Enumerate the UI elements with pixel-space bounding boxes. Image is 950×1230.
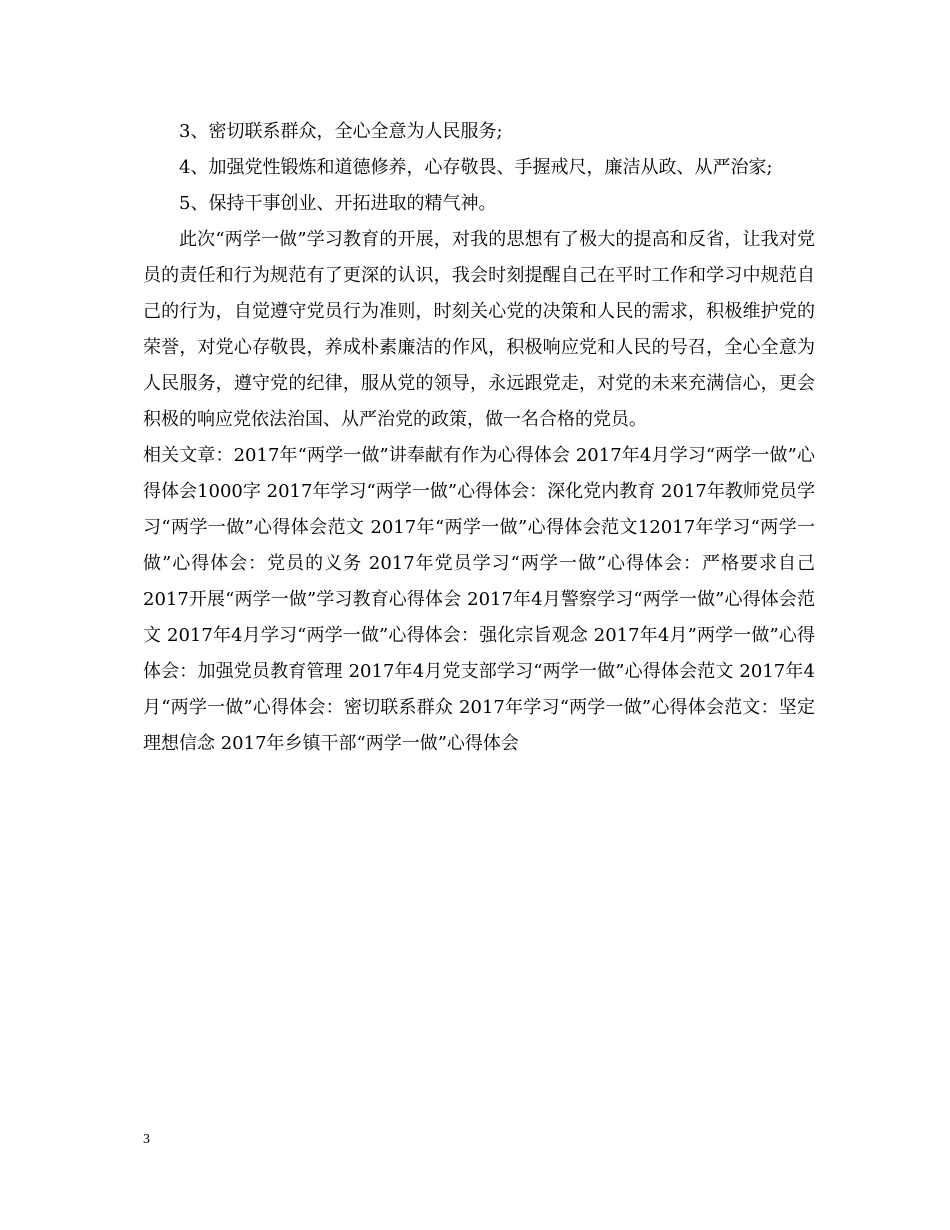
document-body [143,114,815,762]
related-articles: 相关文章：2017年“两学一做”讲奉献有作为心得体会 2017年4月学习“两学一做”心得体会1000字 2017年学习“两学一做”心得体会：深化党内教育 2017年教师党员学习“两学一做”心得体会范文 2017年“两学一做”心得体会范文12017年学习“两学一做”心得体会：党员的义务 2017年党员学习“两学一做”心得体会：严格要求自己 2017开展“两学一做”学习教育心得体会 2017年4月警察学习“两学一做”心得体会范文 2017年4月学习“两学一做”心得体会：强化宗旨观念 2017年4月”两学一做”心得体会：加强党员教育管理 2017年4月党支部学习“两学一做”心得体会范文 2017年4月“两学一做”心得体会：密切联系群众 2017年学习“两学一做”心得体会范文：坚定理想信念 2017年乡镇干部“两学一做”心得体会 [143,445,815,754]
body-paragraph: 此次“两学一做”学习教育的开展，对我的思想有了极大的提高和反省，让我对党员的责任和行为规范有了更深的认识，我会时刻提醒自己在平时工作和学习中规范自己的行为，自觉遵守党员行为准则，时刻关心党的决策和人民的需求，积极维护党的荣誉，对党心存敬畏，养成朴素廉洁的作风，积极响应党和人民的号召，全心全意为人民服务，遵守党的纪律，服从党的领导，永远跟党走，对党的未来充满信心，更会积极的响应党依法治国、从严治党的政策，做一名合格的党员。 [143,229,815,430]
list-item: 5、保持干事创业、开拓进取的精气神。 [179,193,497,214]
list-item: 3、密切联系群众，全心全意为人民服务; [179,121,503,142]
page-number: 3 [143,1132,150,1147]
list-item: 4、加强党性锻炼和道德修养，心存敬畏、手握戒尺，廉洁从政、从严治家; [179,157,773,178]
